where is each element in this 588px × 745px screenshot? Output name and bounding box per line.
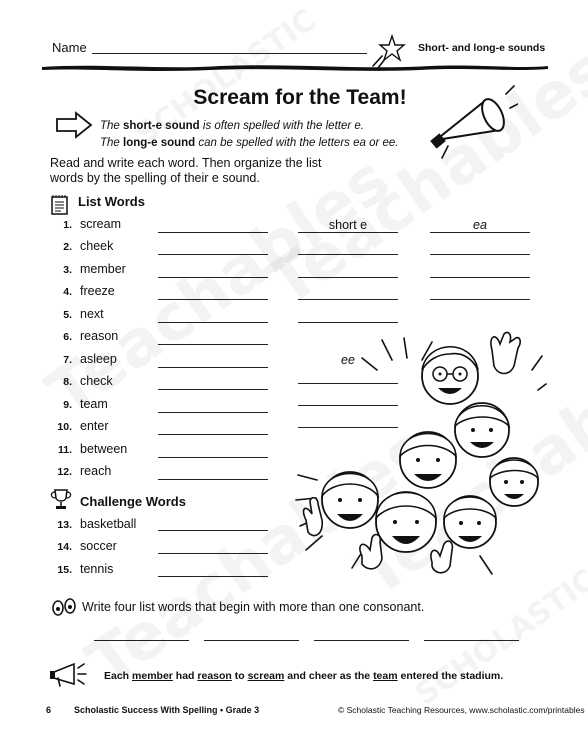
write-line[interactable] bbox=[158, 232, 268, 233]
item-word: member bbox=[80, 262, 126, 276]
write-line[interactable] bbox=[158, 344, 268, 345]
ea-line[interactable] bbox=[430, 232, 530, 233]
item-number: 10. bbox=[57, 421, 72, 433]
dictation-sentence: Each member had reason to scream and cheer as the team entered the stadium. bbox=[104, 670, 504, 682]
answer-line[interactable] bbox=[424, 640, 519, 641]
item-word: between bbox=[80, 442, 128, 456]
item-number: 4. bbox=[63, 286, 72, 298]
ea-line[interactable] bbox=[430, 299, 530, 300]
item-word: cheek bbox=[80, 239, 114, 253]
short-e-line[interactable] bbox=[298, 254, 398, 255]
cheering-kids-illustration bbox=[292, 330, 547, 580]
trophy-icon bbox=[48, 487, 74, 511]
ea-line[interactable] bbox=[430, 277, 530, 278]
write-line[interactable] bbox=[158, 322, 268, 323]
item-word: freeze bbox=[80, 284, 115, 298]
answer-line[interactable] bbox=[204, 640, 299, 641]
item-word: basketball bbox=[80, 517, 137, 531]
item-number: 5. bbox=[63, 309, 72, 321]
name-label: Name bbox=[52, 40, 87, 55]
write-line[interactable] bbox=[158, 277, 268, 278]
footprints-icon bbox=[50, 596, 78, 618]
item-number: 9. bbox=[63, 399, 72, 411]
ea-line[interactable] bbox=[430, 254, 530, 255]
short-e-line[interactable] bbox=[298, 322, 398, 323]
write-line[interactable] bbox=[158, 434, 268, 435]
book-title: Scholastic Success With Spelling • Grade 3 bbox=[74, 705, 260, 715]
item-number: 3. bbox=[63, 264, 72, 276]
challenge-words-heading: Challenge Words bbox=[80, 494, 186, 509]
instructions: Read and write each word. Then organize the list words by the spelling of their e sound. bbox=[50, 156, 322, 185]
item-number: 11. bbox=[57, 444, 72, 456]
page-number: 6 bbox=[46, 705, 52, 715]
megaphone-icon bbox=[428, 82, 518, 162]
topic-label: Short- and long-e sounds bbox=[418, 42, 546, 54]
column-header-ee: ee bbox=[341, 353, 355, 367]
item-word: next bbox=[80, 307, 104, 321]
item-number: 12. bbox=[57, 466, 72, 478]
watermark bbox=[409, 562, 588, 712]
item-word: scream bbox=[80, 217, 121, 231]
write-line[interactable] bbox=[158, 553, 268, 554]
notepad-icon bbox=[50, 194, 70, 216]
item-number: 13. bbox=[57, 519, 72, 531]
list-words-heading: List Words bbox=[78, 194, 145, 209]
megaphone-small-icon bbox=[48, 660, 88, 690]
write-line[interactable] bbox=[158, 412, 268, 413]
rule-text: The short-e sound is often spelled with the letter e. The long-e sound can be spelled with the letters ea or ee. bbox=[100, 120, 399, 149]
short-e-line[interactable] bbox=[298, 277, 398, 278]
item-number: 6. bbox=[63, 331, 72, 343]
write-line[interactable] bbox=[158, 367, 268, 368]
item-number: 2. bbox=[63, 241, 72, 253]
item-word: soccer bbox=[80, 539, 117, 553]
column-header-short-e: short e bbox=[328, 218, 368, 232]
arrow-icon bbox=[54, 110, 94, 140]
item-number: 7. bbox=[63, 354, 72, 366]
item-word: tennis bbox=[80, 562, 114, 576]
header-divider bbox=[40, 61, 550, 73]
item-word: check bbox=[80, 374, 113, 388]
short-e-line[interactable] bbox=[298, 299, 398, 300]
write-line[interactable] bbox=[158, 457, 268, 458]
write-line[interactable] bbox=[158, 576, 268, 577]
item-word: team bbox=[80, 397, 108, 411]
write-line[interactable] bbox=[158, 299, 268, 300]
item-word: asleep bbox=[80, 352, 117, 366]
page-title: Scream for the Team! bbox=[193, 86, 407, 109]
task-instructions: Write four list words that begin with more than one consonant. bbox=[82, 600, 425, 614]
item-number: 15. bbox=[57, 564, 72, 576]
answer-line[interactable] bbox=[314, 640, 409, 641]
write-line[interactable] bbox=[158, 530, 268, 531]
answer-line[interactable] bbox=[94, 640, 189, 641]
write-line[interactable] bbox=[158, 479, 268, 480]
item-word: enter bbox=[80, 419, 109, 433]
copyright: © Scholastic Teaching Resources, www.scholastic.com/printables bbox=[338, 705, 585, 715]
column-header-ea: ea bbox=[473, 218, 487, 232]
item-number: 1. bbox=[63, 219, 72, 231]
item-word: reason bbox=[80, 329, 119, 343]
short-e-line[interactable] bbox=[298, 232, 398, 233]
write-line[interactable] bbox=[158, 254, 268, 255]
item-number: 8. bbox=[63, 376, 72, 388]
write-line[interactable] bbox=[158, 389, 268, 390]
item-word: reach bbox=[80, 464, 112, 478]
name-line[interactable] bbox=[92, 53, 367, 54]
item-number: 14. bbox=[57, 541, 72, 553]
